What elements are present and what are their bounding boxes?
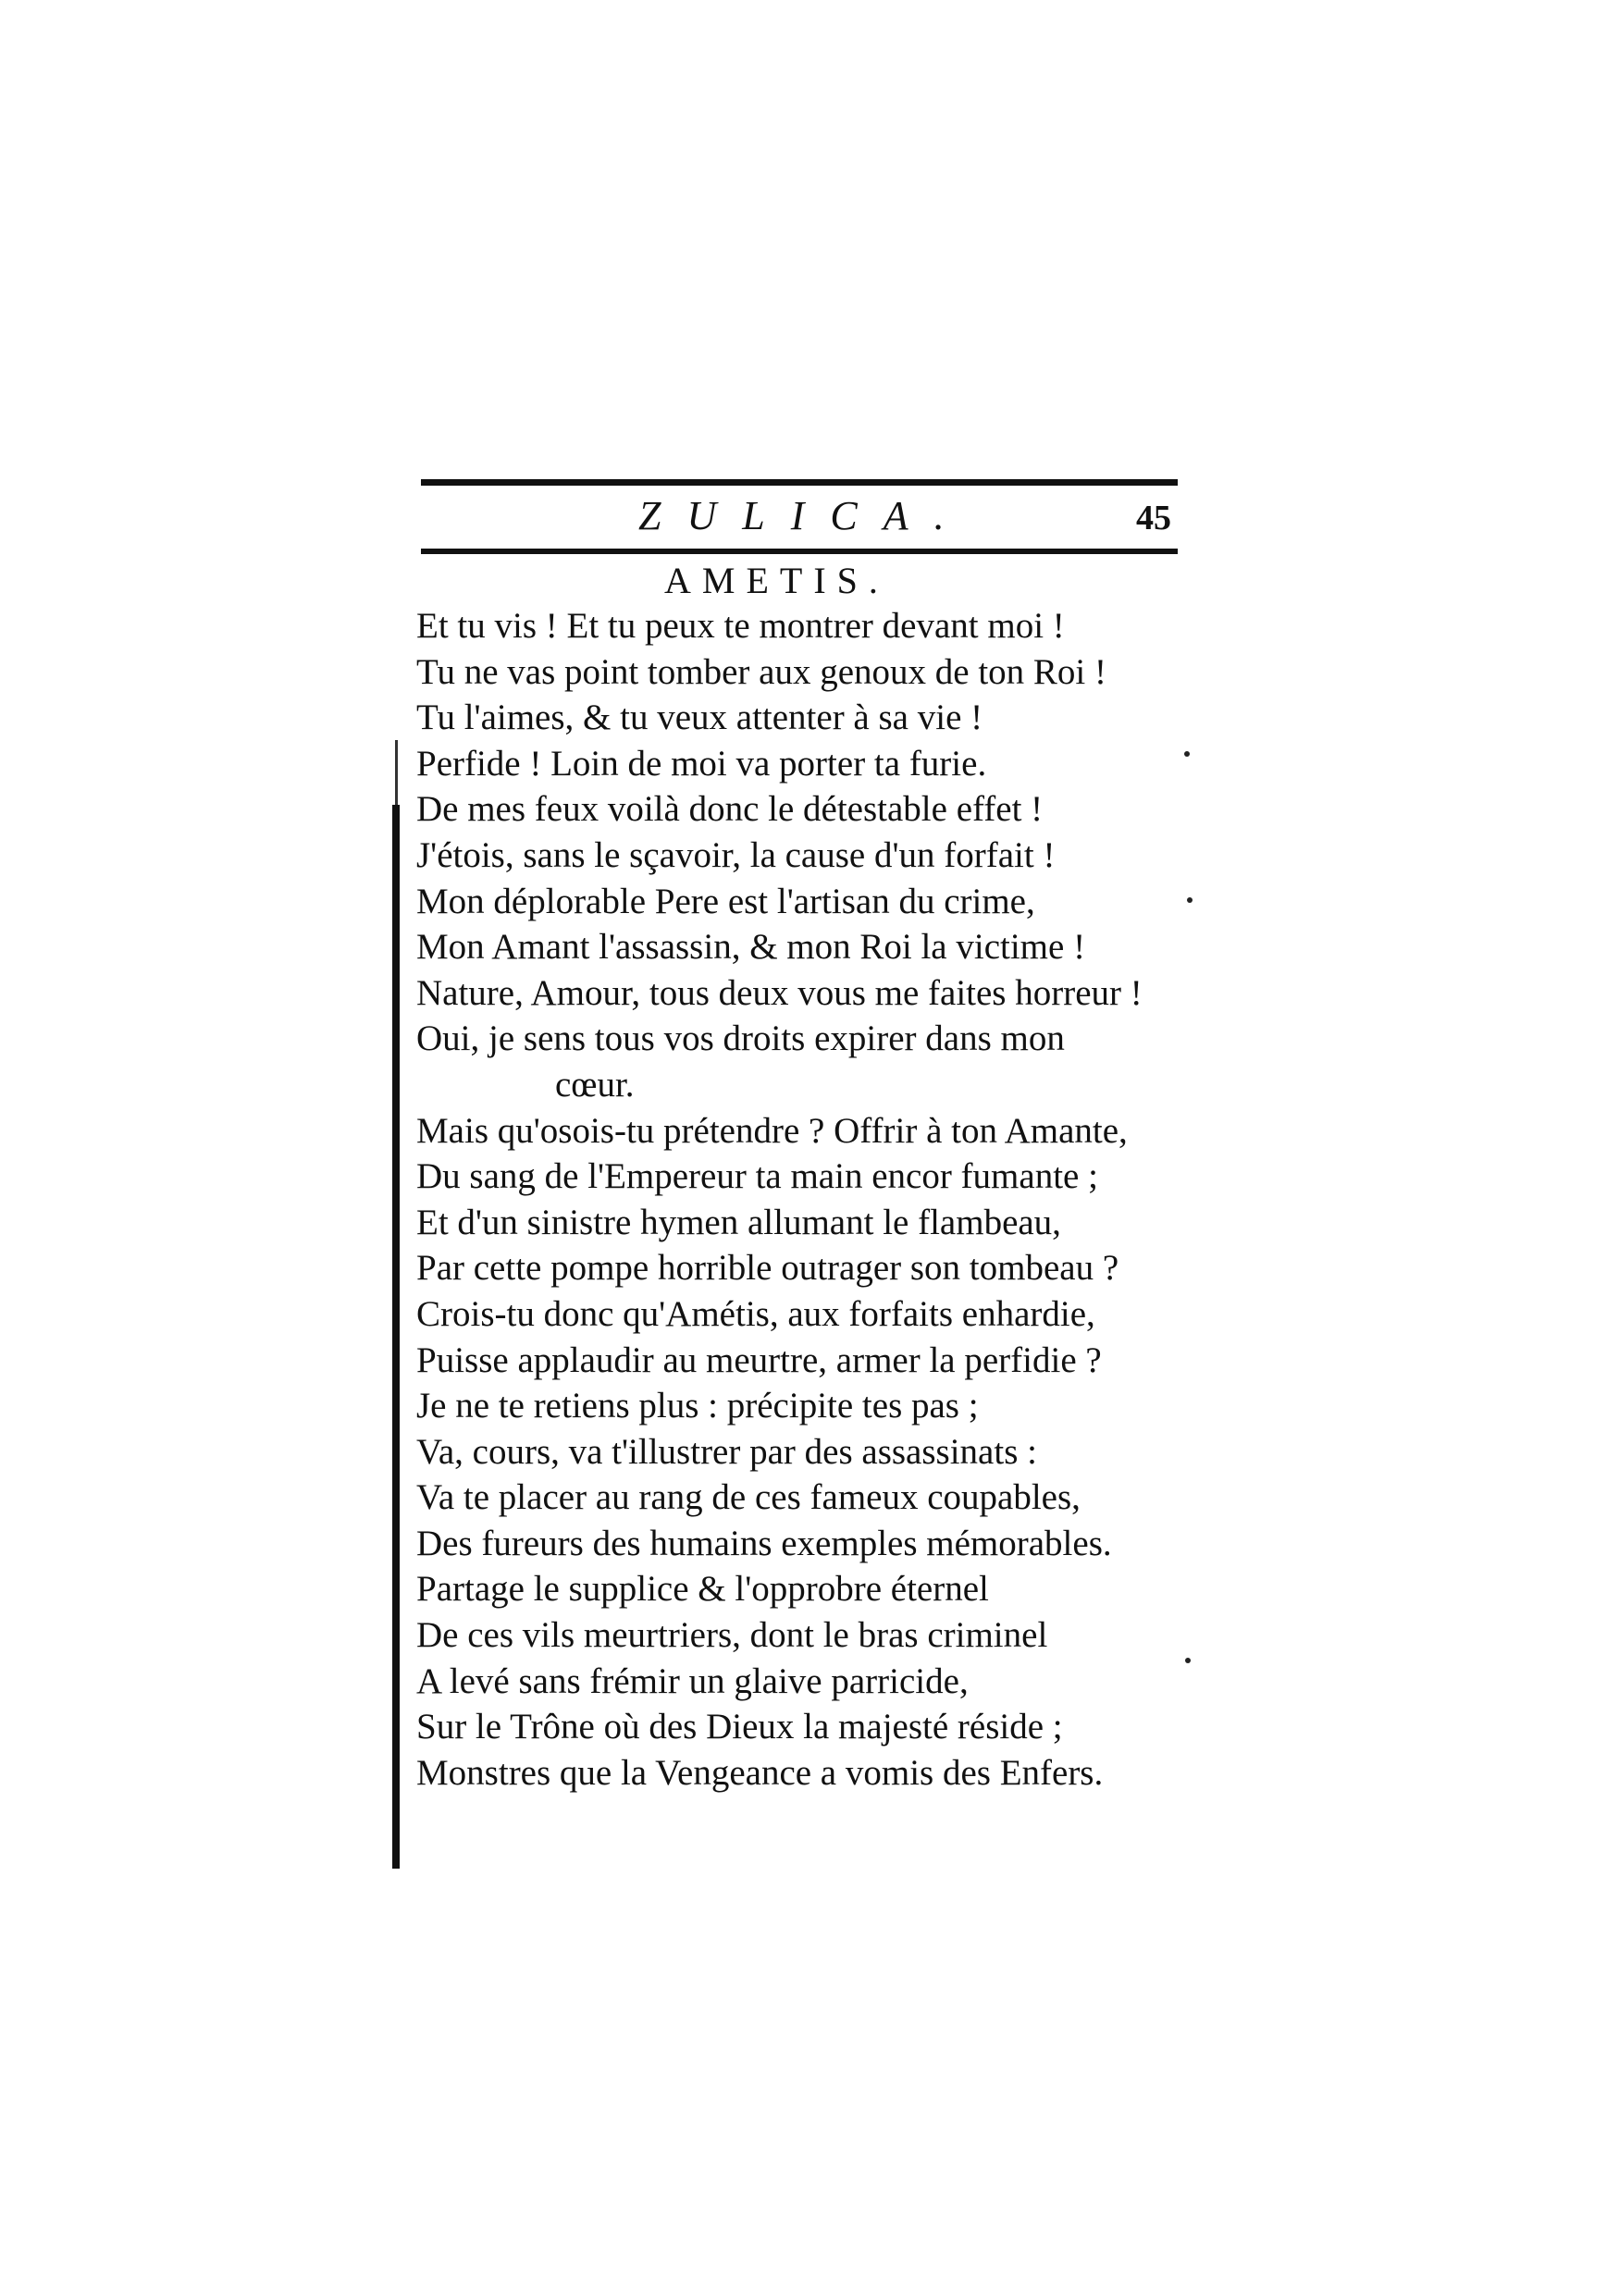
ink-speck <box>1187 897 1193 903</box>
verse-line: Des fureurs des humains exemples mémorables. <box>416 1523 1112 1563</box>
verse-line: A levé sans frémir un glaive parricide, <box>416 1660 969 1701</box>
header-bottom-rule <box>421 549 1178 554</box>
verse-line: Va te placer au rang de ces fameux coupables, <box>416 1477 1081 1518</box>
running-title: ZULICA. <box>638 493 970 538</box>
verse-line: Va, cours, va t'illustrer par des assassinats : <box>416 1431 1037 1472</box>
verse-line: Mon Amant l'assassin, & mon Roi la victime ! <box>416 927 1086 968</box>
verse-line: J'étois, sans le sçavoir, la cause d'un forfait ! <box>416 834 1056 875</box>
binding-shadow <box>392 805 400 1869</box>
verse-line: Crois-tu donc qu'Amétis, aux forfaits enhardie, <box>416 1293 1095 1334</box>
verse-line: Mon déplorable Pere est l'artisan du crime, <box>416 881 1035 921</box>
verse-line: Oui, je sens tous vos droits expirer dans mon <box>416 1018 1065 1059</box>
verse-line: Du sang de l'Empereur ta main encor fumante ; <box>416 1156 1098 1197</box>
header-top-rule <box>421 479 1178 486</box>
verse-line: Perfide ! Loin de moi va porter ta furie. <box>416 743 987 784</box>
verse-line: Sur le Trône où des Dieux la majesté réside ; <box>416 1707 1063 1747</box>
ink-speck <box>1184 751 1190 757</box>
page-number: 45 <box>1136 499 1171 537</box>
verse-line: De ces vils meurtriers, dont le bras criminel <box>416 1615 1048 1656</box>
verse-line: Nature, Amour, tous deux vous me faites horreur ! <box>416 972 1143 1013</box>
verse-line: Puisse applaudir au meurtre, armer la perfidie ? <box>416 1339 1102 1380</box>
verse-line: Et d'un sinistre hymen allumant le flambeau, <box>416 1202 1061 1242</box>
verse-line: Et tu vis ! Et tu peux te montrer devant moi ! <box>416 606 1065 646</box>
binding-shadow-thin <box>395 740 398 805</box>
speaker-name: AMETIS. <box>664 560 889 601</box>
verse-line: Monstres que la Vengeance a vomis des Enfers. <box>416 1752 1104 1793</box>
verse-block <box>416 603 1193 1796</box>
verse-line-continuation: cœur. <box>555 1064 635 1105</box>
verse-line: Tu l'aimes, & tu veux attenter à sa vie ! <box>416 697 983 738</box>
verse-line: Je ne te retiens plus : précipite tes pas ; <box>416 1386 979 1426</box>
verse-line: Tu ne vas point tomber aux genoux de ton Roi ! <box>416 651 1106 692</box>
verse-line: De mes feux voilà donc le détestable effet ! <box>416 789 1044 830</box>
ink-speck <box>1185 1658 1191 1663</box>
verse-line: Mais qu'osois-tu prétendre ? Offrir à ton Amante, <box>416 1110 1128 1151</box>
verse-line: Par cette pompe horrible outrager son tombeau ? <box>416 1248 1119 1289</box>
verse-line: Partage le supplice & l'opprobre éternel <box>416 1569 989 1610</box>
